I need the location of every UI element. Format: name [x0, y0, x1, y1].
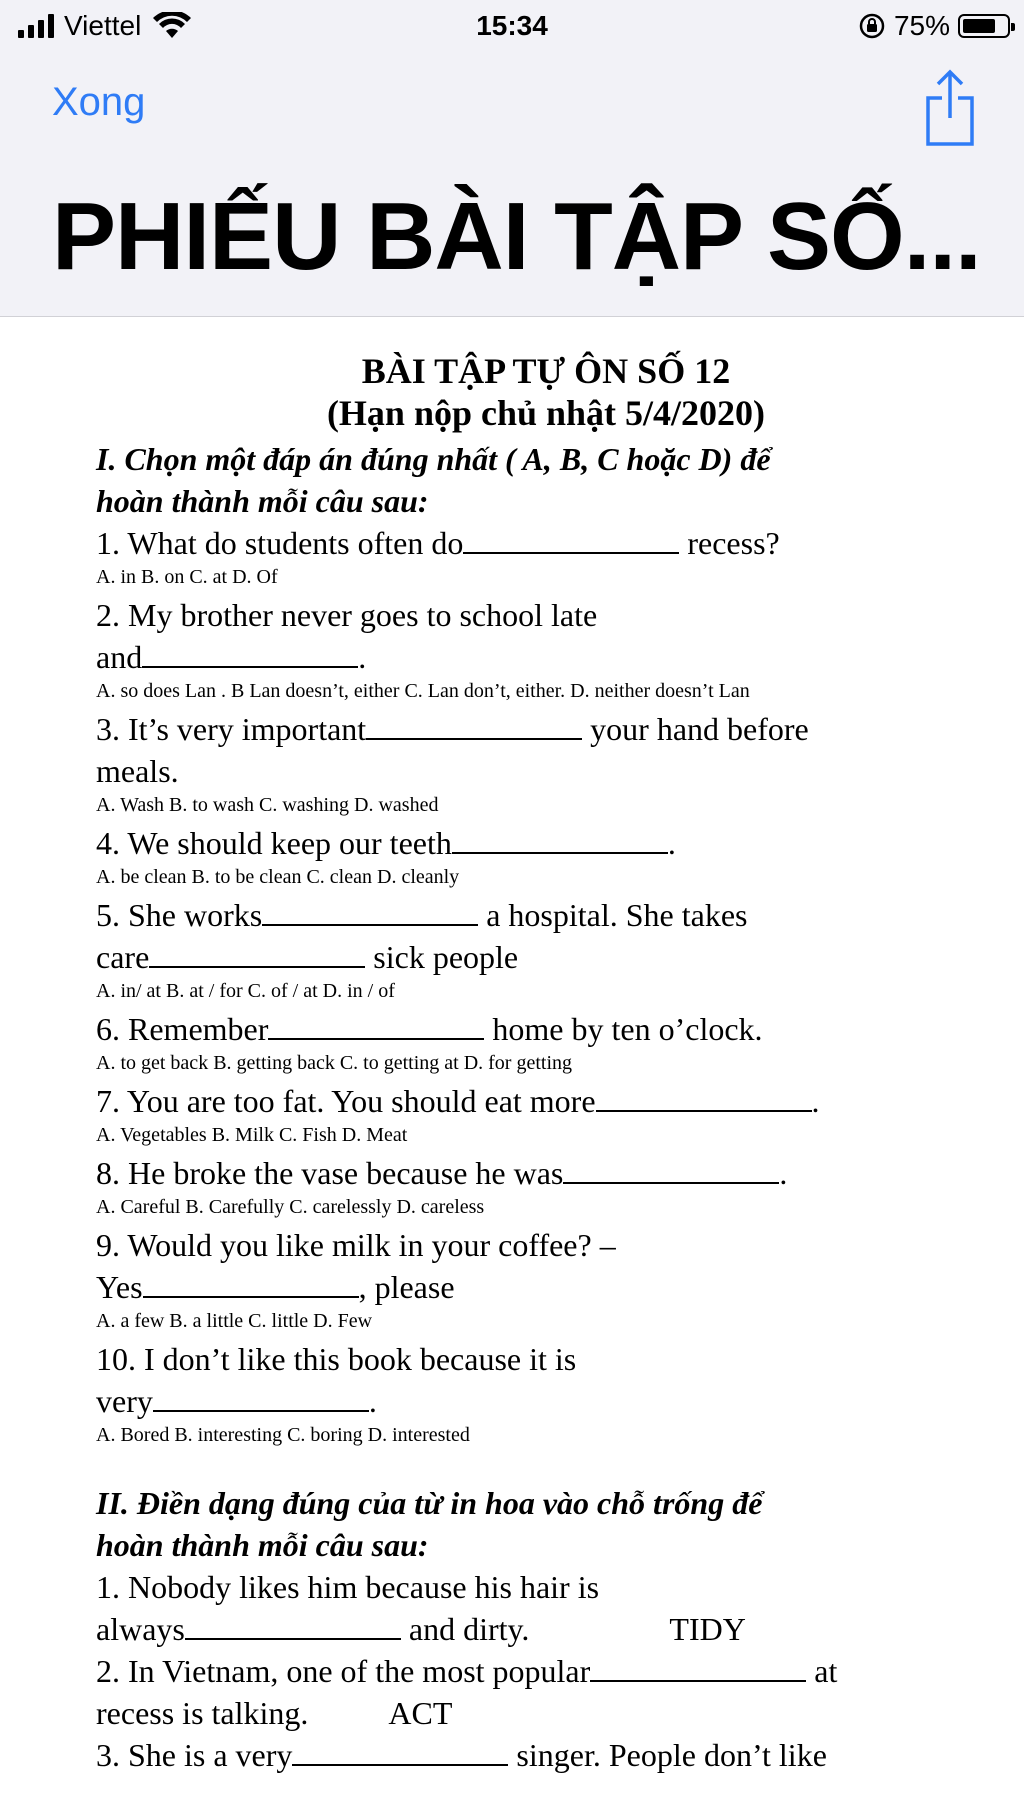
status-time: 15:34 [476, 10, 548, 41]
status-bar [0, 0, 1024, 52]
question-2: 2. My brother never goes to school late [96, 597, 598, 633]
battery-percent: 75% [893, 10, 950, 41]
section-2-heading: II. Điền dạng đúng của từ in hoa vào chỗ trống để [96, 1485, 763, 1521]
document-title: BÀI TẬP TỰ ÔN SỐ 12 [361, 351, 731, 391]
section-1-heading: I. Chọn một đáp án đúng nhất ( A, B, C hoặc D) để [96, 441, 771, 477]
answer-blank [185, 1610, 401, 1640]
answer-blank [366, 710, 582, 740]
answer-blank [268, 1010, 484, 1040]
answer-blank [563, 1154, 779, 1184]
keyword: TIDY [669, 1611, 746, 1647]
navigation-header [0, 52, 1024, 317]
answer-blank [142, 638, 358, 668]
question-4-options: A. be clean B. to be clean C. clean D. cleanly [96, 866, 460, 888]
document-page [96, 350, 996, 1776]
question-9: 9. Would you like milk in your coffee? – [96, 1227, 616, 1263]
answer-blank [149, 938, 365, 968]
answer-blank [262, 896, 478, 926]
answer-blank [463, 524, 679, 554]
question-8-options: A. Careful B. Carefully C. carelessly D. careless [96, 1196, 485, 1218]
section-1-heading-cont: hoàn thành mỗi câu sau: [96, 483, 429, 519]
question-10-cont: very . [96, 1383, 377, 1419]
question-4: 4. We should keep our teeth . [96, 825, 676, 861]
question-6: 6. Remember home by ten o’clock. [96, 1011, 763, 1047]
question-3: 3. It’s very important your hand before [96, 711, 809, 747]
question-9-cont: Yes , please [96, 1269, 455, 1305]
question-2-options: A. so does Lan . B Lan doesn’t, either C. Lan don’t, either. D. neither doesn’t Lan [96, 680, 750, 702]
document-subtitle: (Hạn nộp chủ nhật 5/4/2020) [326, 393, 766, 433]
question-1-options: A. in B. on C. at D. Of [96, 566, 278, 588]
question-3-cont: meals. [96, 753, 179, 789]
answer-blank [153, 1382, 369, 1412]
exercise-2-item-1: 1. Nobody likes him because his hair is [96, 1569, 600, 1605]
question-1: 1. What do students often do recess? [96, 525, 780, 561]
question-5-cont: care sick people [96, 939, 519, 975]
answer-blank [596, 1082, 812, 1112]
answer-blank [452, 824, 668, 854]
question-7: 7. You are too fat. You should eat more . [96, 1083, 820, 1119]
section-2-heading-cont: hoàn thành mỗi câu sau: [96, 1527, 429, 1563]
exercise-2-item-3: 3. She is a very singer. People don’t like [96, 1737, 827, 1773]
question-10: 10. I don’t like this book because it is [96, 1341, 577, 1377]
question-10-options: A. Bored B. interesting C. boring D. interested [96, 1424, 470, 1446]
exercise-2-item-2: 2. In Vietnam, one of the most popular at [96, 1653, 838, 1689]
keyword: ACT [388, 1695, 453, 1731]
question-2-cont: and . [96, 639, 367, 675]
question-3-options: A. Wash B. to wash C. washing D. washed [96, 794, 439, 816]
page-title: PHIẾU BÀI TẬP SỐ... [52, 183, 981, 290]
battery-icon [958, 14, 1010, 38]
question-7-options: A. Vegetables B. Milk C. Fish D. Meat [96, 1124, 408, 1146]
question-9-options: A. a few B. a little C. little D. Few [96, 1310, 373, 1332]
share-icon[interactable] [920, 68, 980, 148]
answer-blank [292, 1736, 508, 1766]
done-button[interactable]: Xong [52, 80, 146, 124]
answer-blank [590, 1652, 806, 1682]
question-8: 8. He broke the vase because he was . [96, 1155, 788, 1191]
carrier-name: Viettel [64, 10, 142, 41]
question-5: 5. She works a hospital. She takes [96, 897, 748, 933]
question-5-options: A. in/ at B. at / for C. of / at D. in / of [96, 980, 395, 1002]
answer-blank [143, 1268, 359, 1298]
exercise-2-item-1-cont: always and dirty. TIDY [96, 1608, 996, 1650]
question-6-options: A. to get back B. getting back C. to getting at D. for getting [96, 1052, 573, 1074]
exercise-2-item-2-cont: recess is talking. ACT [96, 1692, 996, 1734]
rotation-lock-icon [858, 12, 886, 40]
